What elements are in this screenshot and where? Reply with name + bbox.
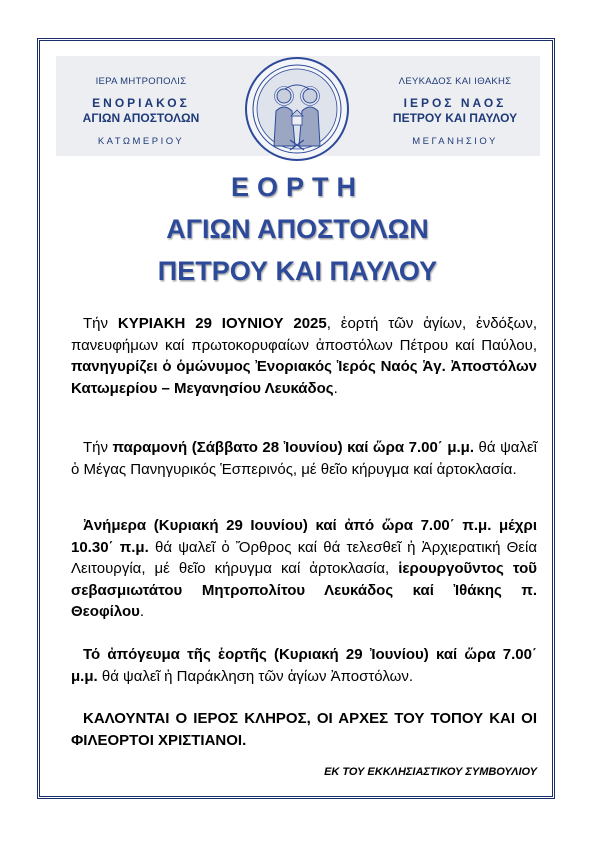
footer-signature: ΕΚ ΤΟΥ ΕΚΚΛΗΣΙΑΣΤΙΚΟΥ ΣΥΜΒΟΥΛΙΟΥ [324,766,537,778]
p1-text-e: . [333,379,338,397]
title-line1: ΕΟΡΤΗ [230,172,364,202]
p1-text-c: , ἑορτή τῶν ἁγίων, ἐνδόξων, πανευφήμων καί πρωτοκορυφαίων ἀποστόλων Πέτρου καί Παύλου, [71,315,537,354]
p3-time: Ἀνήμερα (Κυριακή 29 Ιουνίου) καί ἀπό ὥρα 7.00΄ π.μ. μέχρι 10.30΄ π.μ. [71,517,537,556]
p1-text-a: Τήν [83,315,118,332]
paragraph-4 [71,644,537,687]
p1-date: ΚΥΡΙΑΚΗ 29 ΙΟΥΝΙΟΥ 2025 [117,315,327,332]
p2-text-a: Τήν [83,439,113,456]
header-left-top: ΙΕΡΑ ΜΗΤΡΟΠΟΛΙΣ [95,76,187,87]
p4-text-b: θά ψαλεῖ ἡ Παράκληση τῶν ἁγίων Ἀποστόλων. [97,667,413,685]
header-right-line1: ΙΕΡΟΣ ΝΑΟΣ [403,96,507,110]
p3-text-d: . [139,603,145,620]
header-left-line2: ΑΓΙΩΝ ΑΠΟΣΤΟΛΩΝ [82,111,200,125]
header-right-top: ΛΕΥΚΑΔΟΣ ΚΑΙ ΙΘΑΚΗΣ [398,76,512,87]
paragraph-2 [71,437,537,480]
p2-text-c: θά ψαλεῖ ὁ Μέγας Πανηγυρικός Ἑσπερινός, μέ θεῖο κήρυγμα καί ἀρτοκλασία. [71,439,537,478]
title-line2: ΑΓΙΩΝ ΑΠΟΣΤΟΛΩΝ [166,214,429,244]
p3-officiant: ἱερουργοῦντος τοῦ σεβασμιωτάτου Μητροπολίτου Λευκάδος καί Ἰθάκης π. Θεοφίλου [71,560,537,620]
p2-time: παραμονή (Σάββατο 28 Ἰουνίου) καί ὥρα 7.00΄ μ.μ. [112,439,475,456]
header-left-line1: ΕΝΟΡΙΑΚΟΣ [92,96,190,110]
header-right-line2: ΠΕΤΡΟΥ ΚΑΙ ΠΑΥΛΟΥ [392,111,518,125]
apostles-peter-paul-seal-icon [244,56,350,162]
title-line3: ΠΕΤΡΟΥ ΚΑΙ ΠΑΥΛΟΥ [157,256,438,286]
p3-text-b: θά ψαλεῖ ὁ Ὄρθρος καί θά τελεσθεῖ ἡ Ἀρχιερατική Θεία Λειτουργία, μέ θεῖο κήρυγμα καί ἀρτοκλασία, [71,538,538,577]
paragraph-1 [71,313,537,399]
paragraph-3 [71,515,537,623]
header-left-bottom: ΚΑΤΩΜΕΡΙΟΥ [97,136,185,147]
p1-church: πανηγυρίζει ὁ ὁμώνυμος Ἐνοριακός Ἱερός Ναός Ἁγ. Ἀποστόλων Κατωμερίου – Μεγανησίου Λευκάδος [71,358,537,397]
p4-time: Τό ἀπόγευμα τῆς ἑορτῆς (Κυριακή 29 Ἰουνίου) καί ὥρα 7.00΄ μ.μ. [71,646,537,685]
header-right-bottom: ΜΕΓΑΝΗΣΙΟΥ [412,136,498,147]
invitation-paragraph: ΚΑΛΟΥΝΤΑΙ Ο ΙΕΡΟΣ ΚΛΗΡΟΣ, ΟΙ ΑΡΧΕΣ ΤΟΥ ΤΟΠΟΥ ΚΑΙ ΟΙ ΦΙΛΕΟΡΤΟΙ ΧΡΙΣΤΙΑΝΟΙ. [71,710,537,749]
